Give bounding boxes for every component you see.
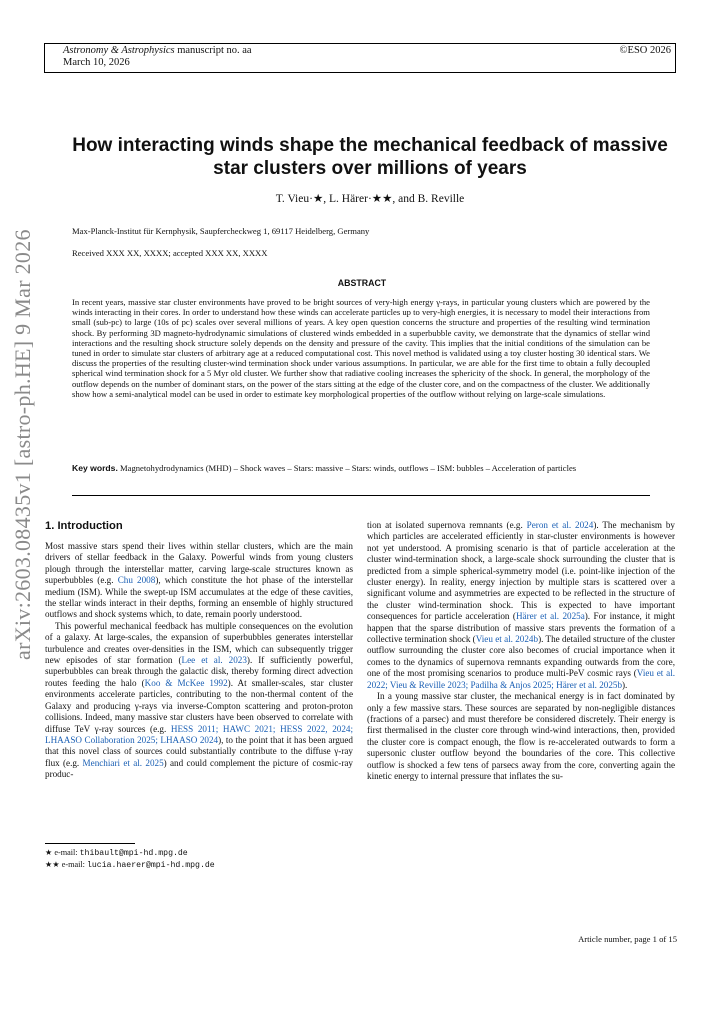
citation-link[interactable]: Menchiari et al. 2025 bbox=[82, 757, 164, 768]
right-column bbox=[367, 520, 675, 782]
abstract-text: In recent years, massive star cluster environments have proved to be bright sources of very-high energy γ-rays, in particular young clusters which are powered by the winds interacting in their cores. In order to understand how these winds can accelerate particles up to very-high energies, it is necessary to model their interactions from small (sub-pc) to large (10s of pc) scales over several millions of years. A key open question concerns the structure and properties of the resulting wind termination shock. By performing 3D magneto-hydrodynamic simulations of clustered winds embedded in a superbubble cavity, we demonstrate that the dynamics of stellar wind interactions and the resulting shock structure solely depends on the density and pressure of the cavity. This implies that the initial conditions of the simulation can be tuned in order to simulate star clusters of arbitrary age at a reduced computational cost. This novel method is validated using a toy cluster hosting 30 identical stars. We discuss the properties of the resulting cluster-wind termination shock under various assumptions. In particular, we are able for the first time to obtain a fully decoupled spherical wind termination shock for a 5 Myr old cluster. We further show that radiative cooling increases the sphericity of the shock. In general, the morphology of the outflow depends on the number of dominant stars, on the power of the stars sitting at the edge of the cluster core, and on the compactness of the cluster. We additionally show how a semi-analytical model can be used in order to estimate key morphological properties of the outflow without relying on large-scale simulations. bbox=[72, 297, 650, 399]
copyright: ©ESO 2026 bbox=[619, 45, 671, 56]
citation-link[interactable]: Härer et al. 2025a bbox=[515, 611, 585, 622]
paragraph: Most massive stars spend their lives within stellar clusters, which are the main drivers of stellar feedback in the Galaxy. Powerful winds from young clusters plough through the interstellar matter, carving large-scale structures known as superbubbles (e.g. Chu 2008), which constitute the hot phase of the interstellar medium (ISM). While the swept-up ISM accumulates at the edge of these cavities, the stellar winds interact in their depths, forming an ensemble of highly structured outflows and shock systems which, to date, remain poorly understood. bbox=[45, 541, 354, 620]
left-column bbox=[45, 541, 353, 781]
footnote-divider bbox=[45, 843, 135, 844]
keywords bbox=[72, 463, 650, 473]
footnotes bbox=[45, 848, 215, 871]
email-address[interactable]: thibault@mpi-hd.mpg.de bbox=[79, 849, 188, 858]
section-heading: 1. Introduction bbox=[45, 520, 123, 532]
email-address[interactable]: lucia.haerer@mpi-hd.mpg.de bbox=[86, 860, 215, 870]
affiliation: Max-Planck-Institut für Kernphysik, Saupfercheckweg 1, 69117 Heidelberg, Germany bbox=[72, 226, 370, 236]
citation-link[interactable]: Vieu et al. 2022; Vieu & Reville 2023; Padilha & Anjos 2025; Härer et al. 2025b bbox=[367, 668, 676, 690]
abstract-heading: ABSTRACT bbox=[337, 278, 387, 288]
footnote: ★ e-mail: thibault@mpi-hd.mpg.de bbox=[45, 848, 188, 858]
journal-name: Astronomy & Astrophysics bbox=[63, 45, 175, 56]
paper-title: How interacting winds shape the mechanical feedback of massive star clusters over millions of years bbox=[72, 135, 668, 179]
page-number: Article number, page 1 of 15 bbox=[578, 934, 677, 944]
manuscript-date: March 10, 2026 bbox=[63, 57, 130, 68]
arxiv-watermark: arXiv:2603.08435v1 [astro-ph.HE] 9 Mar 2026 bbox=[10, 229, 35, 660]
author-list: T. Vieu·★, L. Härer·★★, and B. Reville bbox=[275, 193, 465, 205]
received-line: Received XXX XX, XXXX; accepted XXX XX, XXXX bbox=[72, 248, 268, 258]
paragraph: This powerful mechanical feedback has multiple consequences on the evolution of a galaxy. At large-scales, the expansion of superbubbles generates interstellar turbulence and creates over-densities in the ISM, which can subsequently trigger new episodes of star formation (Lee et al. 2023). If sufficiently powerful, superbubbles can break through the galactic disk, thereby forming direct advection routes feeding the halo (Koo & McKee 1992). At smaller-scales, star cluster environments accelerate particles, contributing to the non-thermal content of the Galaxy and producing γ-rays via inverse-Compton scattering and proton-proton collisions. Indeed, many massive star clusters have been observed to correlate with diffuse TeV γ-ray sources (e.g. HESS 2011; HAWC 2021; HESS 2022, 2024; LHAASO Collaboration 2025; LHAASO 2024), to the point that it has been argued that this novel class of sources could substantially contribute to the diffuse γ-ray flux (e.g. Menchiari et al. 2025) and could complement the picture of cosmic-ray produc- bbox=[45, 620, 353, 780]
citation-link[interactable]: Lee et al. 2023 bbox=[181, 655, 247, 666]
manuscript-header bbox=[44, 43, 676, 73]
paragraph: tion at isolated supernova remnants (e.g. Peron et al. 2024). The mechanism by which particles are accelerated efficiently in star-cluster environments is however not yet understood. A promising scenario is that of particle acceleration at the cluster wind-termination shock, a large-scale shock surrounding the cluster that is predicted from a simple spherical-symmetry model (i.e. point-like injection of the cluster energy). In reality, energy injection by multiple stars is scattered over a significant volume and asymmetries are expected to be reflected in the structure of the cluster wind-termination shock. This is expected to have important consequences for particle acceleration (Härer et al. 2025a). For instance, it might happen that the sparse distribution of massive stars prevents the formation of a collective termination shock (Vieu et al. 2024b). The detailed structure of the cluster outflow surrounding the cluster core also becomes of crucial importance when it comes to the dynamics of supernova remnants expanding outwards from the core, one of the most promising scenarios to produce multi-PeV cosmic rays (Vieu et al. 2022; Vieu & Reville 2023; Padilha & Anjos 2025; Härer et al. 2025b). bbox=[367, 520, 676, 690]
citation-link[interactable]: Vieu et al. 2024b bbox=[475, 634, 539, 645]
citation-link[interactable]: Koo & McKee 1992 bbox=[144, 677, 228, 688]
footnote: ★★ e-mail: lucia.haerer@mpi-hd.mpg.de bbox=[45, 859, 215, 870]
keywords-text: Magnetohydrodynamics (MHD) – Shock waves – Stars: massive – Stars: winds, outflows – ISM: bubbles – Acceleration of particles bbox=[117, 463, 577, 473]
abstract-divider bbox=[72, 495, 650, 496]
manuscript-number: manuscript no. aa bbox=[174, 45, 252, 56]
citation-link[interactable]: Peron et al. 2024 bbox=[526, 520, 594, 530]
keywords-label: Key words. bbox=[72, 463, 118, 473]
paragraph: In a young massive star cluster, the mechanical energy is in fact dominated by only a few massive stars. These sources are separated by non-negligible distances (fractions of a parsec) and must therefore be considered discretely. Their energy is first thermalised in the cluster core through wind-wind interactions, then, provided the cluster core is compact enough, the flow is re-accelerated outwards to form a supersonic cluster outflow beyond the boundaries of the core. This collective outflow is shocked a few tens of parsecs away from the core, converting again the kinetic energy to internal pressure that inflates the su- bbox=[367, 691, 675, 781]
citation-link[interactable]: HESS 2011; HAWC 2021; HESS 2022, 2024; LHAASO Collaboration 2025; LHAASO 2024 bbox=[45, 723, 353, 745]
citation-link[interactable]: Chu 2008 bbox=[117, 575, 156, 586]
